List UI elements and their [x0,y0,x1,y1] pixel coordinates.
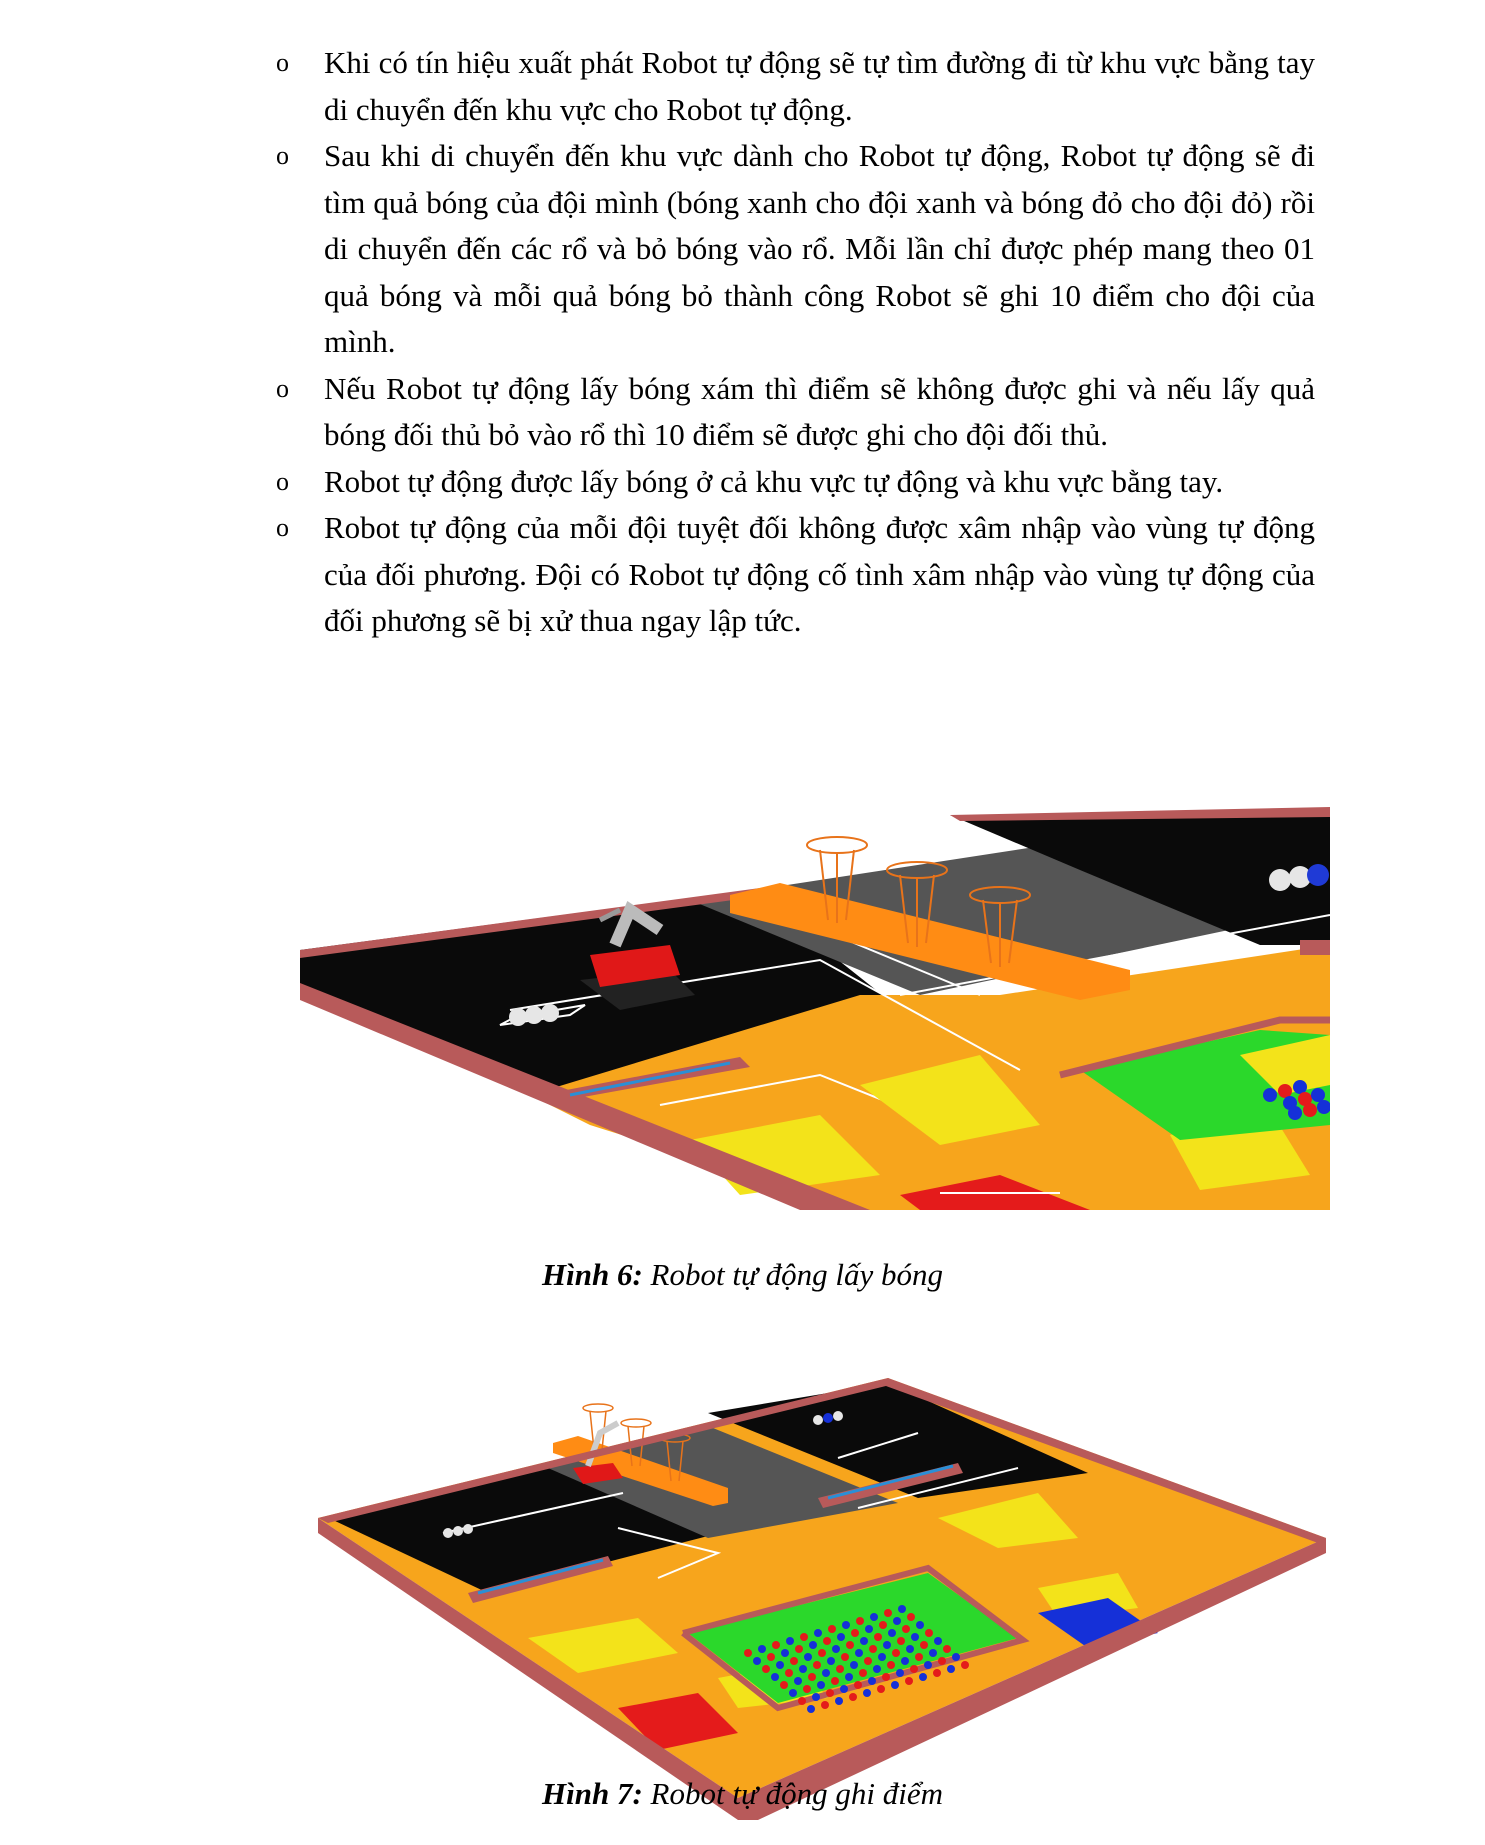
ball [891,1681,899,1689]
ball [929,1649,937,1657]
bullet-marker: o [276,466,289,496]
ball [827,1657,835,1665]
ball [915,1653,923,1661]
ball [906,1645,914,1653]
bullet-marker: o [276,141,289,170]
ball [780,1681,788,1689]
ball [781,1649,789,1657]
ball [859,1669,867,1677]
ball [790,1657,798,1665]
ball [933,1669,941,1677]
ball [934,1637,942,1645]
ball [863,1689,871,1697]
side-wall [1300,940,1330,955]
ball [776,1661,784,1669]
ball [771,1673,779,1681]
bullet-text: Robot tự động được lấy bóng ở cả khu vực tự động và khu vực bằng tay. [324,463,1224,499]
ball [905,1677,913,1685]
ball [798,1697,806,1705]
ball [828,1625,836,1633]
ball [753,1657,761,1665]
ball [919,1673,927,1681]
ball [823,1637,831,1645]
ball [952,1653,960,1661]
ball [817,1681,825,1689]
ball [907,1613,915,1621]
ball [789,1689,797,1697]
ball [925,1629,933,1637]
ball [758,1645,766,1653]
ball [869,1645,877,1653]
ball [821,1701,829,1709]
ball [870,1613,878,1621]
bullet-list [270,40,1315,645]
ball [809,1641,817,1649]
figure-caption-text: Robot tự động lấy bóng [650,1257,943,1292]
ball [916,1621,924,1629]
ball [854,1681,862,1689]
ball [846,1641,854,1649]
ball [826,1689,834,1697]
ball [835,1697,843,1705]
ball [785,1669,793,1677]
ball [799,1665,807,1673]
ball [803,1685,811,1693]
ball [868,1677,876,1685]
ball [874,1633,882,1641]
ball [786,1637,794,1645]
bullet-marker: o [276,513,289,542]
ball [850,1661,858,1669]
ball [794,1677,802,1685]
ball [892,1649,900,1657]
bullet-text: Sau khi di chuyển đến khu vực dành cho Robot tự động, Robot tự động sẽ đi tìm quả bóng của đội mình (bóng xanh cho đội xanh và bóng đỏ cho đội đỏ) rồi di chuyển đến các rổ và bỏ bóng vào rổ. Mỗi lần chỉ được phép mang theo 01 quả bóng và mỗi quả bóng bỏ thành công Robot sẽ ghi 10 điểm cho đội của mình. [324,138,1315,359]
bullet-marker: o [276,373,289,403]
ball [812,1693,820,1701]
bullet-text: Khi có tín hiệu xuất phát Robot tự động sẽ tự tìm đường đi từ khu vực bằng tay di chuyển đến khu vực cho Robot tự động. [324,45,1315,127]
ball [822,1669,830,1677]
figure-7-caption [0,1776,1485,1812]
ball [762,1665,770,1673]
ball [883,1641,891,1649]
ball [860,1637,868,1645]
ball [882,1673,890,1681]
ball [943,1645,951,1653]
ball [845,1673,853,1681]
ball [767,1653,775,1661]
ball [840,1685,848,1693]
ball [865,1625,873,1633]
ball [911,1633,919,1641]
ball [924,1661,932,1669]
ball [888,1629,896,1637]
ball [808,1673,816,1681]
figure-number: Hình 7: [542,1776,643,1811]
ball [878,1653,886,1661]
ball [744,1649,752,1657]
ball [879,1621,887,1629]
ball [814,1629,822,1637]
ball [873,1665,881,1673]
ball [961,1661,969,1669]
ball [897,1637,905,1645]
bullet-item [270,133,1315,366]
ball [813,1661,821,1669]
bullet-item [270,40,1315,133]
ball [947,1665,955,1673]
ball [893,1617,901,1625]
ball [831,1677,839,1685]
ball [849,1693,857,1701]
ball [877,1685,885,1693]
ball [772,1641,780,1649]
ball [884,1609,892,1617]
ball [804,1653,812,1661]
figure-caption-text: Robot tự động ghi điểm [650,1776,943,1811]
ball [800,1633,808,1641]
figure-7-arena-render [318,1378,1326,1820]
ball [818,1649,826,1657]
ball [837,1633,845,1641]
ball [920,1641,928,1649]
ball [851,1629,859,1637]
bullet-item [270,366,1315,459]
ball [841,1653,849,1661]
ball [898,1605,906,1613]
ball [855,1649,863,1657]
ball [842,1621,850,1629]
ball [807,1705,815,1713]
ball [832,1645,840,1653]
ball [896,1669,904,1677]
ball [902,1625,910,1633]
figure-6-caption [0,1257,1485,1293]
ball [938,1657,946,1665]
bullet-text: Robot tự động của mỗi đội tuyệt đối không được xâm nhập vào vùng tự động của đối phương. Đội có Robot tự động cố tình xâm nhập vào vùng tự động của đối phương sẽ bị xử thua ngay lập tức. [324,510,1315,638]
ball [836,1665,844,1673]
ball [887,1661,895,1669]
ball [910,1665,918,1673]
ball [901,1657,909,1665]
bullet-item [270,459,1315,506]
bullet-text: Nếu Robot tự động lấy bóng xám thì điểm sẽ không được ghi và nếu lấy quả bóng đối thủ bỏ vào rổ thì 10 điểm sẽ được ghi cho đội đối thủ. [324,370,1315,452]
figure-6-arena-render [300,795,1330,1210]
figure-number: Hình 6: [542,1257,643,1292]
bullet-item [270,505,1315,645]
ball [795,1645,803,1653]
ball [856,1617,864,1625]
ball [864,1657,872,1665]
bullet-marker: o [276,48,289,77]
